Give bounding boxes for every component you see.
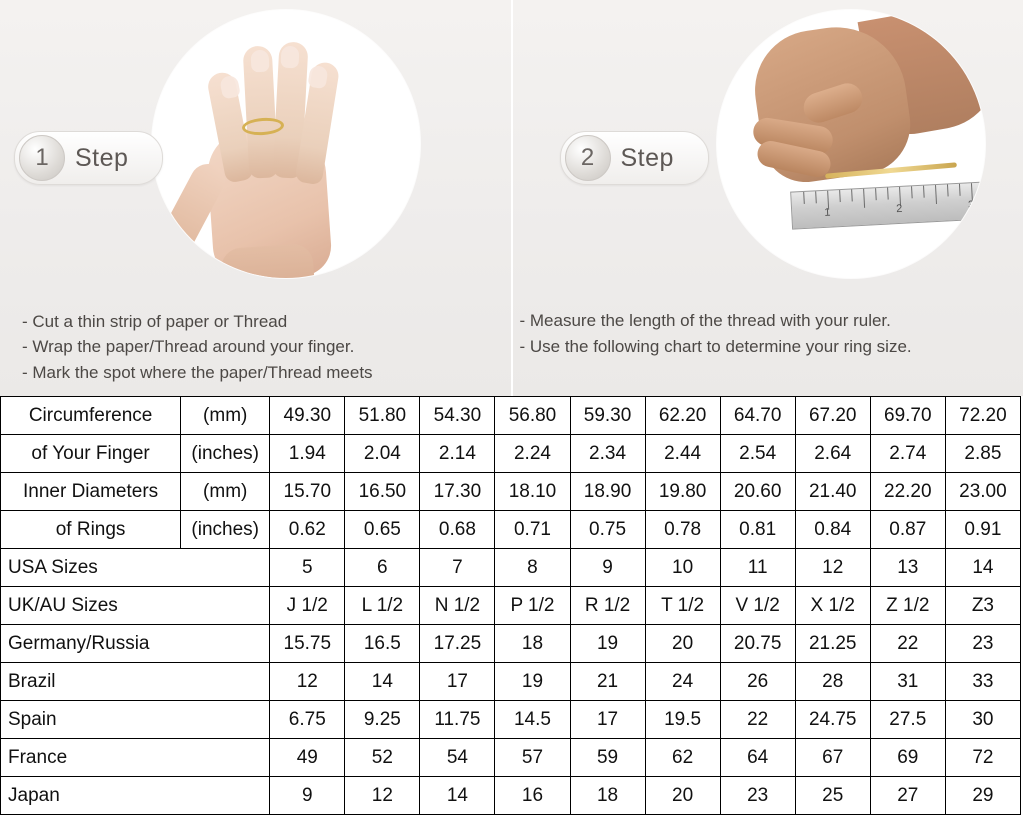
table-row — [1, 397, 1021, 435]
unit-inches-diameter: (inches) — [181, 511, 270, 549]
cell: 54.30 — [420, 397, 495, 435]
cell: 18.10 — [495, 473, 570, 511]
ruler-number-3: 3 — [967, 199, 975, 212]
cell: 0.87 — [870, 511, 945, 549]
cell: 67 — [795, 739, 870, 777]
cell: T 1/2 — [645, 587, 720, 625]
cell: 62 — [645, 739, 720, 777]
cell: 23 — [720, 777, 795, 815]
row-label-circumference: Circumference — [1, 397, 181, 435]
cell: R 1/2 — [570, 587, 645, 625]
step-1-bullet-3: - Mark the spot where the paper/Thread meets — [22, 363, 373, 383]
cell: 21 — [570, 663, 645, 701]
cell: 49.30 — [270, 397, 345, 435]
row-label-brazil: Brazil — [1, 663, 270, 701]
cell: 23.00 — [945, 473, 1020, 511]
cell: 59.30 — [570, 397, 645, 435]
step-2-photo — [717, 10, 985, 278]
cell: 22 — [870, 625, 945, 663]
cell: 20.60 — [720, 473, 795, 511]
cell: 18 — [495, 625, 570, 663]
cell: X 1/2 — [795, 587, 870, 625]
step-2-bullet-2: - Use the following chart to determine your ring size. — [519, 337, 912, 357]
cell: Z3 — [945, 587, 1020, 625]
cell: 6.75 — [270, 701, 345, 739]
table-row — [1, 587, 1021, 625]
cell: 9 — [570, 549, 645, 587]
cell: 12 — [270, 663, 345, 701]
cell: 2.85 — [945, 435, 1020, 473]
cell: 6 — [345, 549, 420, 587]
cell: 52 — [345, 739, 420, 777]
row-label-spain: Spain — [1, 701, 270, 739]
cell: 2.74 — [870, 435, 945, 473]
ruler — [790, 180, 985, 229]
row-label-japan: Japan — [1, 777, 270, 815]
cell: 64 — [720, 739, 795, 777]
table-row — [1, 625, 1021, 663]
table-row — [1, 777, 1021, 815]
table-row — [1, 663, 1021, 701]
cell: 15.70 — [270, 473, 345, 511]
row-label-uk-au-sizes: UK/AU Sizes — [1, 587, 270, 625]
cell: 18 — [570, 777, 645, 815]
cell: 69 — [870, 739, 945, 777]
row-label-inner-diameter-2: of Rings — [1, 511, 181, 549]
cell: 27 — [870, 777, 945, 815]
table-row — [1, 511, 1021, 549]
cell: 10 — [645, 549, 720, 587]
step-2-panel — [511, 0, 1023, 396]
ruler-number-2: 2 — [895, 202, 903, 216]
step-2-word: Step — [620, 143, 674, 172]
cell: 12 — [345, 777, 420, 815]
cell: 21.40 — [795, 473, 870, 511]
step-1-number: 1 — [19, 135, 65, 181]
hand-with-ruler-illustration — [717, 10, 985, 278]
cell: 72.20 — [945, 397, 1020, 435]
step-2-number: 2 — [565, 135, 611, 181]
steps-section — [0, 0, 1023, 396]
row-label-usa-sizes: USA Sizes — [1, 549, 270, 587]
ruler-number-1: 1 — [823, 206, 831, 219]
cell: 11.75 — [420, 701, 495, 739]
cell: 21.25 — [795, 625, 870, 663]
cell: 0.78 — [645, 511, 720, 549]
row-label-germany-russia: Germany/Russia — [1, 625, 270, 663]
cell: 67.20 — [795, 397, 870, 435]
cell: 22 — [720, 701, 795, 739]
step-2-instructions — [520, 308, 1010, 360]
cell: 2.14 — [420, 435, 495, 473]
cell: 24 — [645, 663, 720, 701]
cell: 51.80 — [345, 397, 420, 435]
unit-inches-circumference: (inches) — [181, 435, 270, 473]
cell: 2.54 — [720, 435, 795, 473]
table-row — [1, 549, 1021, 587]
cell: 0.71 — [495, 511, 570, 549]
cell: 18.90 — [570, 473, 645, 511]
step-2-bullet-1: - Measure the length of the thread with your ruler. — [519, 311, 891, 331]
cell: 62.20 — [645, 397, 720, 435]
cell: N 1/2 — [420, 587, 495, 625]
row-label-france: France — [1, 739, 270, 777]
cell: 64.70 — [720, 397, 795, 435]
cell: 17 — [420, 663, 495, 701]
cell: 30 — [945, 701, 1020, 739]
table-row — [1, 701, 1021, 739]
cell: 49 — [270, 739, 345, 777]
cell: 20 — [645, 625, 720, 663]
cell: 2.64 — [795, 435, 870, 473]
unit-mm-diameter: (mm) — [181, 473, 270, 511]
cell: 29 — [945, 777, 1020, 815]
cell: 12 — [795, 549, 870, 587]
step-1-badge — [14, 131, 163, 185]
step-2-badge — [560, 131, 709, 185]
cell: 14.5 — [495, 701, 570, 739]
ring-size-chart — [0, 396, 1021, 815]
cell: 28 — [795, 663, 870, 701]
cell: 5 — [270, 549, 345, 587]
cell: 17.25 — [420, 625, 495, 663]
cell: J 1/2 — [270, 587, 345, 625]
cell: 14 — [345, 663, 420, 701]
cell: 33 — [945, 663, 1020, 701]
unit-mm-circumference: (mm) — [181, 397, 270, 435]
cell: 0.84 — [795, 511, 870, 549]
cell: 19 — [570, 625, 645, 663]
table-row — [1, 435, 1021, 473]
cell: 16.5 — [345, 625, 420, 663]
cell: 20 — [645, 777, 720, 815]
cell: 19.5 — [645, 701, 720, 739]
cell: Z 1/2 — [870, 587, 945, 625]
cell: 22.20 — [870, 473, 945, 511]
cell: 9 — [270, 777, 345, 815]
cell: 13 — [870, 549, 945, 587]
cell: 0.81 — [720, 511, 795, 549]
cell: 72 — [945, 739, 1020, 777]
cell: 0.91 — [945, 511, 1020, 549]
cell: 26 — [720, 663, 795, 701]
cell: 2.24 — [495, 435, 570, 473]
cell: 14 — [945, 549, 1020, 587]
cell: 2.34 — [570, 435, 645, 473]
cell: 0.75 — [570, 511, 645, 549]
cell: 14 — [420, 777, 495, 815]
row-label-circumference-2: of Your Finger — [1, 435, 181, 473]
step-1-instructions — [22, 309, 492, 386]
cell: 57 — [495, 739, 570, 777]
cell: 16.50 — [345, 473, 420, 511]
cell: L 1/2 — [345, 587, 420, 625]
cell: 11 — [720, 549, 795, 587]
cell: 8 — [495, 549, 570, 587]
step-1-photo — [152, 10, 420, 278]
cell: P 1/2 — [495, 587, 570, 625]
cell: 9.25 — [345, 701, 420, 739]
cell: 69.70 — [870, 397, 945, 435]
cell: 31 — [870, 663, 945, 701]
cell: 59 — [570, 739, 645, 777]
step-1-bullet-1: - Cut a thin strip of paper or Thread — [22, 311, 288, 331]
cell: 25 — [795, 777, 870, 815]
cell: 0.65 — [345, 511, 420, 549]
cell: 23 — [945, 625, 1020, 663]
cell: V 1/2 — [720, 587, 795, 625]
cell: 2.04 — [345, 435, 420, 473]
cell: 19.80 — [645, 473, 720, 511]
cell: 56.80 — [495, 397, 570, 435]
cell: 20.75 — [720, 625, 795, 663]
cell: 24.75 — [795, 701, 870, 739]
row-label-inner-diameter: Inner Diameters — [1, 473, 181, 511]
cell: 0.68 — [420, 511, 495, 549]
step-1-panel — [0, 0, 511, 396]
cell: 16 — [495, 777, 570, 815]
cell: 27.5 — [870, 701, 945, 739]
cell: 1.94 — [270, 435, 345, 473]
cell: 54 — [420, 739, 495, 777]
cell: 17.30 — [420, 473, 495, 511]
cell: 7 — [420, 549, 495, 587]
table-row — [1, 473, 1021, 511]
cell: 0.62 — [270, 511, 345, 549]
cell: 2.44 — [645, 435, 720, 473]
step-1-word: Step — [75, 143, 129, 172]
cell: 19 — [495, 663, 570, 701]
hand-with-ring-illustration — [152, 10, 420, 278]
cell: 15.75 — [270, 625, 345, 663]
table-row — [1, 739, 1021, 777]
cell: 17 — [570, 701, 645, 739]
step-1-bullet-2: - Wrap the paper/Thread around your finger. — [22, 337, 355, 357]
